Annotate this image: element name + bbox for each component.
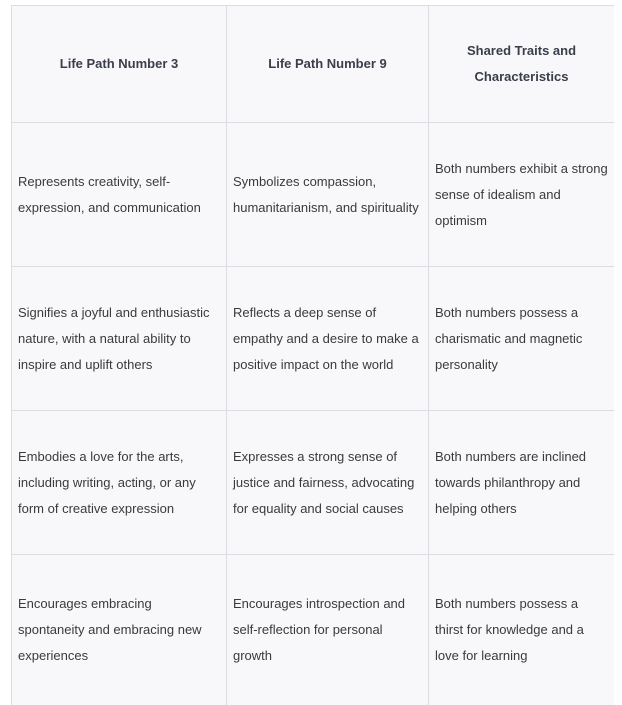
table-cell: Encourages introspection and self-reflection for personal growth	[227, 555, 429, 705]
header-life-path-3: Life Path Number 3	[12, 6, 227, 123]
table-cell: Both numbers are inclined towards philanthropy and helping others	[429, 411, 615, 555]
table-cell: Reflects a deep sense of empathy and a desire to make a positive impact on the world	[227, 267, 429, 411]
table-cell: Symbolizes compassion, humanitarianism, and spirituality	[227, 123, 429, 267]
table-row	[12, 411, 615, 555]
header-life-path-9: Life Path Number 9	[227, 6, 429, 123]
table-row	[12, 123, 615, 267]
table-row	[12, 267, 615, 411]
table-cell: Both numbers possess a thirst for knowledge and a love for learning	[429, 555, 615, 705]
table-cell: Signifies a joyful and enthusiastic nature, with a natural ability to inspire and uplift others	[12, 267, 227, 411]
table-cell: Both numbers exhibit a strong sense of idealism and optimism	[429, 123, 615, 267]
table-cell: Expresses a strong sense of justice and fairness, advocating for equality and social causes	[227, 411, 429, 555]
comparison-table-container	[11, 5, 614, 705]
header-shared-traits: Shared Traits and Characteristics	[429, 6, 615, 123]
table-cell: Embodies a love for the arts, including writing, acting, or any form of creative expression	[12, 411, 227, 555]
table-cell: Represents creativity, self-expression, and communication	[12, 123, 227, 267]
table-row	[12, 555, 615, 705]
table-cell: Both numbers possess a charismatic and magnetic personality	[429, 267, 615, 411]
table-cell: Encourages embracing spontaneity and embracing new experiences	[12, 555, 227, 705]
table-header-row	[12, 6, 615, 123]
comparison-table	[11, 5, 614, 705]
